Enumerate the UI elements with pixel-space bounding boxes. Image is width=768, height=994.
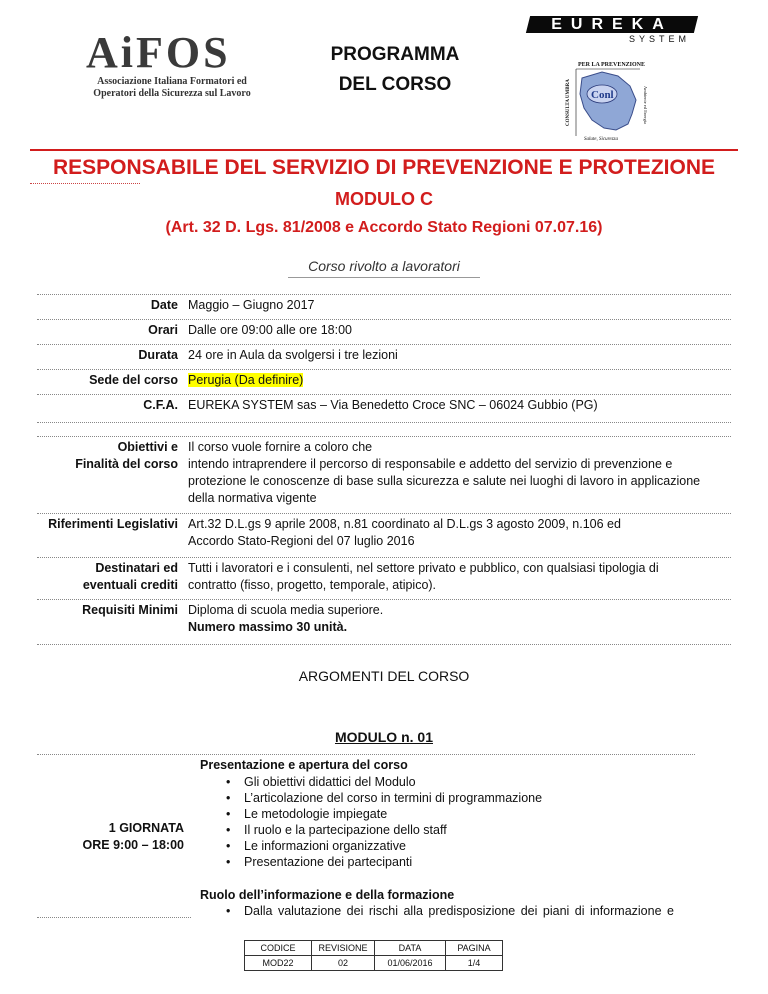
- subtitle-rule: [288, 277, 480, 278]
- eureka-logo-sub: SYSTEM: [628, 34, 690, 44]
- orari-label: Orari: [148, 323, 178, 337]
- sede-value: [188, 372, 728, 389]
- date-value: Maggio – Giugno 2017: [188, 298, 315, 312]
- footer-value-cell: MOD22: [245, 956, 312, 971]
- footer-value-cell: 02: [312, 956, 375, 971]
- requisiti-line: Diploma di scuola media superiore.: [188, 603, 384, 617]
- aifos-sub-line2: Operatori della Sicurezza sul Lavoro: [93, 88, 251, 99]
- eureka-logo-word: EUREKA: [551, 16, 673, 33]
- footer-header-cell: REVISIONE: [312, 941, 375, 956]
- obiettivi-value: [188, 439, 728, 507]
- block-presentazione-title: Presentazione e apertura del corso: [200, 758, 408, 772]
- obiettivi-line: intendo intraprendere il percorso di responsabile e addetto del servizio di prevenzione e: [188, 457, 673, 471]
- requisiti-max-participants: Numero massimo 30 unità.: [188, 620, 348, 634]
- consulta-mark-text: Conl: [591, 89, 614, 101]
- info-divider: [37, 344, 731, 345]
- aifos-logo: [82, 30, 262, 102]
- course-audience: Corso rivolto a lavoratori: [308, 258, 460, 274]
- footer-value-cell: 1/4: [446, 956, 503, 971]
- obiettivi-label-line2: Finalità del corso: [75, 457, 178, 471]
- destinatari-label-line2: eventuali crediti: [82, 578, 178, 592]
- info-divider: [37, 422, 731, 423]
- footer-value-cell: 01/06/2016: [375, 956, 446, 971]
- module-title: MODULO n. 01: [334, 729, 433, 745]
- course-law-reference: (Art. 32 D. Lgs. 81/2008 e Accordo Stato Regioni 07.07.16): [165, 219, 603, 236]
- consulta-bottom-text: Salute, Sicurezza: [584, 137, 618, 142]
- aifos-sub-line1: Associazione Italiana Formatori ed: [97, 76, 247, 87]
- block-ruolo-title: Ruolo dell’informazione e della formazione: [200, 888, 455, 902]
- aifos-logo-subtitle: [82, 76, 262, 100]
- durata-label: Durata: [138, 348, 178, 362]
- list-item: • Le informazioni organizzative: [218, 838, 542, 854]
- riferimenti-value: [188, 516, 728, 550]
- riferimenti-label: Riferimenti Legislativi: [48, 517, 178, 531]
- destinatari-value: [188, 560, 728, 594]
- document-footer-table: [244, 940, 503, 971]
- obiettivi-line: della normativa vigente: [188, 491, 317, 505]
- consulta-top-text: PER LA PREVENZIONE: [578, 62, 646, 68]
- program-title-line1: PROGRAMMA: [330, 44, 460, 65]
- footer-header-row: [245, 941, 503, 956]
- course-module: MODULO C: [335, 189, 433, 209]
- info-divider: [37, 599, 731, 600]
- destinatari-line: contratto (fisso, progetto, temporale, atipico).: [188, 578, 437, 592]
- info-divider: [37, 394, 731, 395]
- date-label: Date: [150, 298, 178, 312]
- module-divider: [37, 754, 695, 755]
- destinatari-line: Tutti i lavoratori e i consulenti, nel settore privato e pubblico, con qualsiasi tipologia di: [188, 561, 659, 575]
- info-divider: [37, 436, 731, 437]
- list-item: • L’articolazione del corso in termini di programmazione: [218, 790, 542, 806]
- info-divider: [37, 294, 731, 295]
- argomenti-title: ARGOMENTI DEL CORSO: [298, 668, 470, 684]
- obiettivi-line: Il corso vuole fornire a coloro che: [188, 440, 373, 454]
- consulta-right-text: Ambiente ed Energia: [643, 86, 648, 125]
- info-divider: [37, 319, 731, 320]
- day-schedule: [40, 820, 184, 854]
- block-ruolo-list: [218, 903, 698, 919]
- cfa-label: C.F.A.: [143, 398, 178, 412]
- program-title: [290, 40, 500, 100]
- title-left-dotted-rule: [30, 183, 140, 184]
- cfa-value: EUREKA SYSTEM sas – Via Benedetto Croce SNC – 06024 Gubbio (PG): [188, 398, 598, 412]
- consulta-side-text: CONSULTA UMBRA: [566, 79, 571, 126]
- block-presentazione-list: [218, 774, 542, 870]
- info-divider: [37, 644, 731, 645]
- consulta-umbra-logo: [558, 56, 658, 144]
- obiettivi-label-line1: Obiettivi e: [117, 440, 178, 454]
- sede-value-highlighted: Perugia (Da definire): [188, 373, 304, 387]
- header-divider: [30, 149, 738, 151]
- requisiti-label: Requisiti Minimi: [82, 603, 178, 617]
- list-item: • Presentazione dei partecipanti: [218, 854, 542, 870]
- info-divider: [37, 557, 731, 558]
- requisiti-value: [188, 602, 728, 636]
- list-item: • Il ruolo e la partecipazione dello staff: [218, 822, 542, 838]
- footer-value-row: [245, 956, 503, 971]
- list-item: • Dalla valutazione dei rischi alla predisposizione dei piani di informazione e: [218, 903, 698, 919]
- day-hours: ORE 9:00 – 18:00: [82, 838, 184, 852]
- durata-value: 24 ore in Aula da svolgersi i tre lezioni: [188, 348, 398, 362]
- info-divider: [37, 513, 731, 514]
- obiettivi-line: protezione le conoscenze di base sulla sicurezza e salute nei luoghi di lavoro in applicazione: [188, 474, 701, 488]
- sede-label: Sede del corso: [89, 373, 178, 387]
- footer-header-cell: CODICE: [245, 941, 312, 956]
- list-item: • Gli obiettivi didattici del Modulo: [218, 774, 542, 790]
- riferimenti-line: Art.32 D.L.gs 9 aprile 2008, n.81 coordinato al D.L.gs 3 agosto 2009, n.106 ed: [188, 517, 621, 531]
- obiettivi-label: [40, 439, 178, 473]
- orari-value: Dalle ore 09:00 alle ore 18:00: [188, 323, 353, 337]
- program-title-line2: DEL CORSO: [338, 74, 452, 95]
- destinatari-label-line1: Destinatari ed: [95, 561, 178, 575]
- course-title: RESPONSABILE DEL SERVIZIO DI PREVENZIONE E PROTEZIONE: [52, 156, 715, 179]
- riferimenti-line: Accordo Stato-Regioni del 07 luglio 2016: [188, 534, 415, 548]
- module-left-divider: [37, 917, 191, 918]
- day-label: 1 GIORNATA: [108, 821, 184, 835]
- footer-header-cell: PAGINA: [446, 941, 503, 956]
- list-item: • Le metodologie impiegate: [218, 806, 542, 822]
- footer-header-cell: DATA: [375, 941, 446, 956]
- destinatari-label: [40, 560, 178, 594]
- eureka-system-logo: [528, 14, 696, 46]
- aifos-logo-word: AiFOS: [86, 28, 231, 77]
- info-divider: [37, 369, 731, 370]
